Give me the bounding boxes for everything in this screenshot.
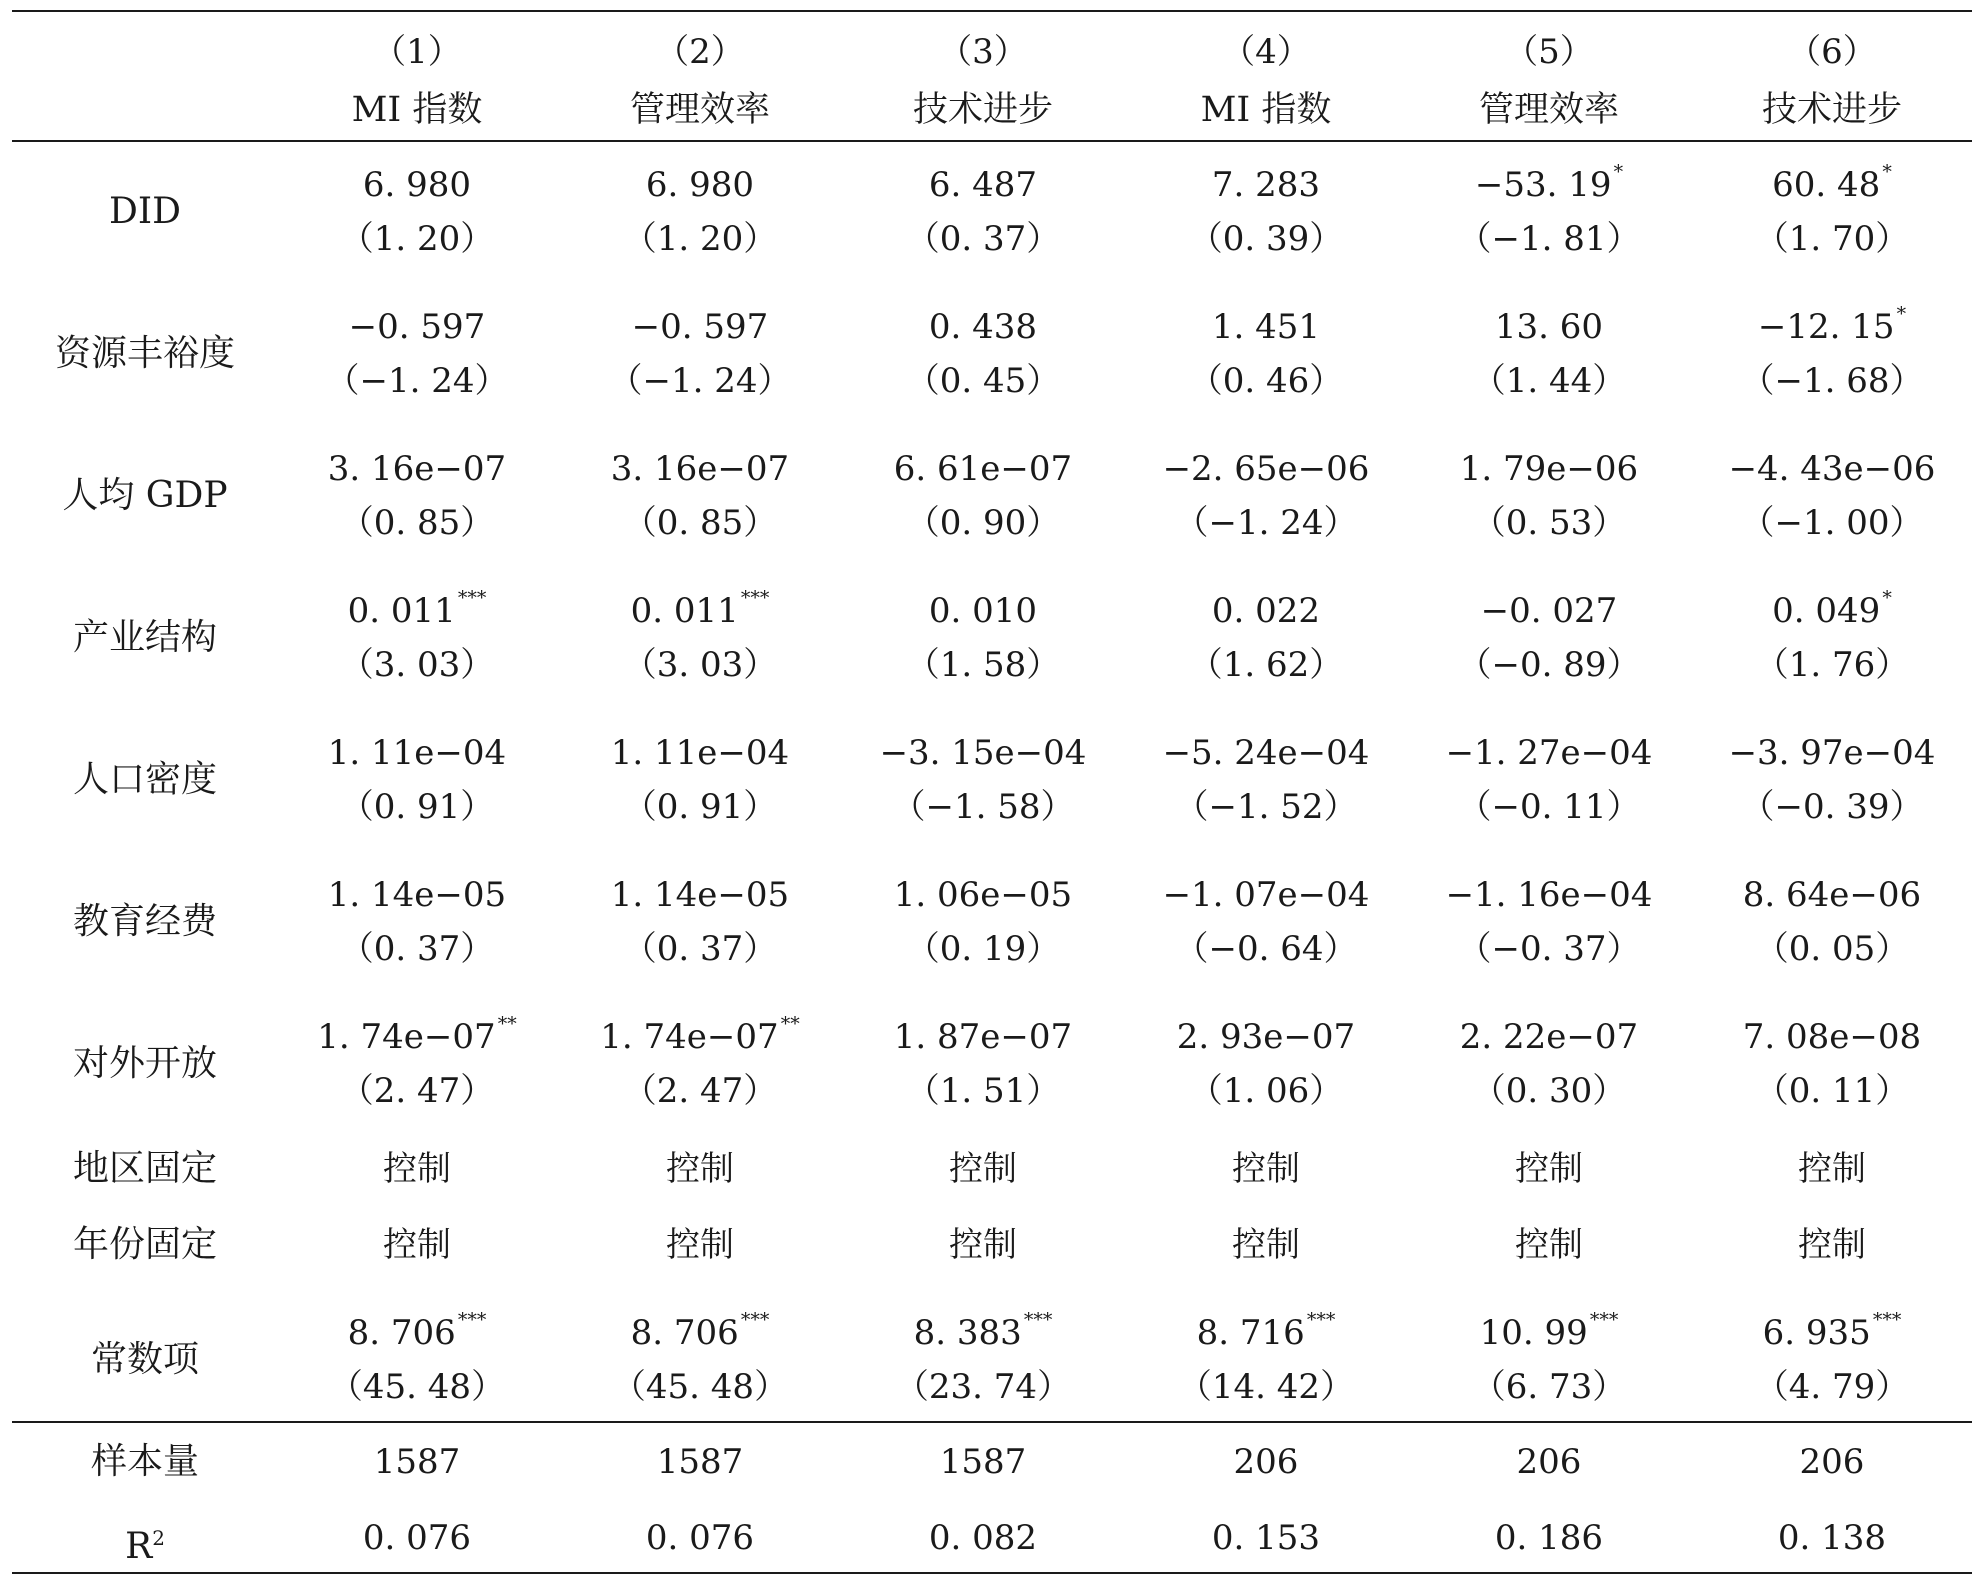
coefficient-cell: 6. 487 [928, 165, 1038, 205]
coefficient-cell: 0. 010 [928, 591, 1038, 631]
t-stat-cell: （−1. 58） [891, 787, 1075, 827]
coefficient-cell: 6. 980 [645, 165, 755, 205]
coefficient-cell: 3. 16e−07 [610, 449, 790, 489]
t-stat-cell: （−0. 89） [1457, 645, 1641, 685]
stat-cell: 206 [1233, 1442, 1299, 1482]
t-stat-cell: （1. 58） [905, 645, 1061, 685]
row-label: 教育经费 [72, 901, 217, 942]
coefficient-cell: −5. 24e−04 [1162, 733, 1370, 773]
stat-cell: 0. 153 [1211, 1518, 1321, 1558]
significance-stars: *** [740, 1308, 770, 1331]
fixed-effect-cell: 控制 [1232, 1225, 1300, 1265]
coefficient-cell: 1. 74e−07 ** [317, 1012, 517, 1057]
coefficient-cell: −1. 07e−04 [1162, 875, 1370, 915]
coefficient-cell: −0. 027 [1480, 591, 1618, 631]
t-stat-cell: （−1. 81） [1457, 219, 1641, 259]
coefficient-cell: 6. 935 *** [1762, 1308, 1902, 1353]
column-header: MI 指数 [351, 90, 483, 130]
header-rule [12, 140, 1972, 142]
t-stat-cell: （1. 06） [1188, 1071, 1344, 1111]
t-stat-cell: （1. 44） [1471, 361, 1627, 401]
t-stat-cell: （−1. 24） [325, 361, 509, 401]
column-header: 管理效率 [1478, 90, 1619, 130]
stat-cell: 0. 138 [1777, 1518, 1887, 1558]
significance-stars: *** [1306, 1308, 1336, 1331]
t-stat-cell: （14. 42） [1177, 1367, 1355, 1407]
fixed-effect-cell: 控制 [383, 1225, 451, 1265]
t-stat-cell: （−0. 11） [1457, 787, 1641, 827]
stat-cell: 0. 076 [645, 1518, 755, 1558]
t-stat-cell: （45. 48） [611, 1367, 789, 1407]
coefficient-cell: −1. 27e−04 [1445, 733, 1653, 773]
significance-stars: *** [457, 1308, 487, 1331]
coefficient-cell: 1. 74e−07 ** [600, 1012, 800, 1057]
coefficient-cell: 8. 383 *** [913, 1308, 1053, 1353]
coefficient-cell: 60. 48 * [1772, 160, 1892, 205]
stat-cell: 0. 082 [928, 1518, 1038, 1558]
coefficient-cell: 0. 011 *** [630, 586, 770, 631]
fixed-effect-cell: 控制 [1798, 1225, 1866, 1265]
t-stat-cell: （2. 47） [339, 1071, 495, 1111]
column-header: 技术进步 [912, 90, 1053, 130]
t-stat-cell: （1. 51） [905, 1071, 1061, 1111]
row-label: 人均 GDP [62, 475, 228, 516]
row-label: 人口密度 [72, 759, 217, 800]
coefficient-cell: 6. 980 [362, 165, 472, 205]
coefficient-cell: 1. 87e−07 [893, 1017, 1073, 1057]
t-stat-cell: （0. 05） [1754, 929, 1910, 969]
t-stat-cell: （−1. 24） [608, 361, 792, 401]
row-label: 样本量 [90, 1441, 199, 1482]
column-header: 管理效率 [629, 90, 770, 130]
coefficient-cell: −0. 597 [631, 307, 769, 347]
significance-stars: *** [740, 586, 770, 609]
coefficient-cell: 2. 93e−07 [1176, 1017, 1356, 1057]
row-label: 常数项 [90, 1339, 199, 1380]
coefficient-cell: 3. 16e−07 [327, 449, 507, 489]
stat-cell: 1587 [373, 1442, 461, 1482]
t-stat-cell: （0. 11） [1754, 1071, 1910, 1111]
t-stat-cell: （0. 85） [622, 503, 778, 543]
bottom-rule [12, 1572, 1972, 1574]
t-stat-cell: （0. 37） [905, 219, 1061, 259]
t-stat-cell: （−1. 68） [1740, 361, 1924, 401]
coefficient-cell: −53. 19 * [1474, 160, 1624, 205]
coefficient-cell: 8. 706 *** [347, 1308, 487, 1353]
t-stat-cell: （1. 62） [1188, 645, 1344, 685]
coefficient-cell: 1. 14e−05 [610, 875, 790, 915]
row-label: DID [109, 191, 181, 232]
significance-stars: *** [1589, 1308, 1619, 1331]
t-stat-cell: （0. 37） [339, 929, 495, 969]
t-stat-cell: （0. 45） [905, 361, 1061, 401]
coefficient-cell: 7. 08e−08 [1742, 1017, 1922, 1057]
coefficient-cell: 6. 61e−07 [893, 449, 1073, 489]
significance-stars: *** [457, 586, 487, 609]
coefficient-cell: 10. 99 *** [1479, 1308, 1619, 1353]
coefficient-cell: 0. 049 * [1772, 586, 1892, 631]
fixed-effect-cell: 控制 [1515, 1149, 1583, 1189]
t-stat-cell: （23. 74） [894, 1367, 1072, 1407]
coefficient-cell: 7. 283 [1211, 165, 1321, 205]
coefficient-cell: −3. 15e−04 [879, 733, 1087, 773]
stat-cell: 0. 076 [362, 1518, 472, 1558]
stat-cell: 1587 [939, 1442, 1027, 1482]
t-stat-cell: （1. 76） [1754, 645, 1910, 685]
column-number: （6） [1787, 32, 1877, 72]
stats-rule [12, 1421, 1972, 1423]
significance-stars: * [1613, 160, 1624, 183]
coefficient-cell: 1. 06e−05 [893, 875, 1073, 915]
t-stat-cell: （0. 37） [622, 929, 778, 969]
coefficient-cell: 8. 706 *** [630, 1308, 770, 1353]
t-stat-cell: （3. 03） [622, 645, 778, 685]
fixed-effect-cell: 控制 [1515, 1225, 1583, 1265]
fixed-effect-cell: 控制 [949, 1225, 1017, 1265]
t-stat-cell: （−1. 24） [1174, 503, 1358, 543]
significance-stars: *** [1023, 1308, 1053, 1331]
coefficient-cell: 2. 22e−07 [1459, 1017, 1639, 1057]
t-stat-cell: （4. 79） [1754, 1367, 1910, 1407]
row-label: 对外开放 [72, 1043, 217, 1084]
column-number: （5） [1504, 32, 1594, 72]
coefficient-cell: 0. 438 [928, 307, 1038, 347]
significance-stars: * [1882, 586, 1892, 609]
t-stat-cell: （−0. 39） [1740, 787, 1924, 827]
column-header: 技术进步 [1761, 90, 1902, 130]
coefficient-cell: −3. 97e−04 [1728, 733, 1936, 773]
coefficient-cell: 1. 14e−05 [327, 875, 507, 915]
significance-stars: ** [780, 1012, 800, 1035]
row-label: 年份固定 [72, 1224, 217, 1265]
row-label: 地区固定 [72, 1148, 217, 1189]
significance-stars: * [1896, 302, 1907, 325]
t-stat-cell: （45. 48） [328, 1367, 506, 1407]
fixed-effect-cell: 控制 [949, 1149, 1017, 1189]
coefficient-cell: 0. 022 [1211, 591, 1321, 631]
fixed-effect-cell: 控制 [1798, 1149, 1866, 1189]
significance-stars: * [1882, 160, 1892, 183]
column-number: （3） [938, 32, 1028, 72]
coefficient-cell: 1. 11e−04 [327, 733, 507, 773]
row-label: $R^2$ [125, 1526, 165, 1567]
coefficient-cell: 0. 011 *** [347, 586, 487, 631]
t-stat-cell: （0. 46） [1188, 361, 1344, 401]
coefficient-cell: 13. 60 [1494, 307, 1604, 347]
coefficient-cell: −1. 16e−04 [1445, 875, 1653, 915]
t-stat-cell: （6. 73） [1471, 1367, 1627, 1407]
stat-cell: 206 [1516, 1442, 1582, 1482]
t-stat-cell: （0. 39） [1188, 219, 1344, 259]
t-stat-cell: （0. 91） [339, 787, 495, 827]
stat-cell: 206 [1799, 1442, 1865, 1482]
t-stat-cell: （0. 85） [339, 503, 495, 543]
row-label: 资源丰裕度 [54, 333, 235, 374]
significance-stars: *** [1872, 1308, 1902, 1331]
t-stat-cell: （0. 90） [905, 503, 1061, 543]
t-stat-cell: （1. 20） [339, 219, 495, 259]
coefficient-cell: 8. 64e−06 [1742, 875, 1922, 915]
fixed-effect-cell: 控制 [666, 1225, 734, 1265]
t-stat-cell: （−1. 52） [1174, 787, 1358, 827]
t-stat-cell: （−1. 00） [1740, 503, 1924, 543]
fixed-effect-cell: 控制 [383, 1149, 451, 1189]
coefficient-cell: 1. 451 [1211, 307, 1321, 347]
coefficient-cell: −4. 43e−06 [1728, 449, 1936, 489]
t-stat-cell: （0. 53） [1471, 503, 1627, 543]
coefficient-cell: 8. 716 *** [1196, 1308, 1336, 1353]
stat-cell: 0. 186 [1494, 1518, 1604, 1558]
column-number: （2） [655, 32, 745, 72]
fixed-effect-cell: 控制 [1232, 1149, 1300, 1189]
column-number: （4） [1221, 32, 1311, 72]
row-label: 产业结构 [72, 617, 217, 658]
superscript: 2 [152, 1526, 165, 1550]
coefficient-cell: 1. 11e−04 [610, 733, 790, 773]
coefficient-cell: −0. 597 [348, 307, 486, 347]
t-stat-cell: （2. 47） [622, 1071, 778, 1111]
column-header: MI 指数 [1200, 90, 1332, 130]
t-stat-cell: （−0. 64） [1174, 929, 1358, 969]
t-stat-cell: （0. 91） [622, 787, 778, 827]
top-rule [12, 10, 1972, 12]
t-stat-cell: （1. 20） [622, 219, 778, 259]
fixed-effect-cell: 控制 [666, 1149, 734, 1189]
t-stat-cell: （1. 70） [1754, 219, 1910, 259]
t-stat-cell: （−0. 37） [1457, 929, 1641, 969]
t-stat-cell: （0. 19） [905, 929, 1061, 969]
t-stat-cell: （0. 30） [1471, 1071, 1627, 1111]
coefficient-cell: −12. 15 * [1757, 302, 1907, 347]
t-stat-cell: （3. 03） [339, 645, 495, 685]
coefficient-cell: 1. 79e−06 [1459, 449, 1639, 489]
column-number: （1） [372, 32, 462, 72]
coefficient-cell: −2. 65e−06 [1162, 449, 1370, 489]
significance-stars: ** [497, 1012, 517, 1035]
stat-cell: 1587 [656, 1442, 744, 1482]
